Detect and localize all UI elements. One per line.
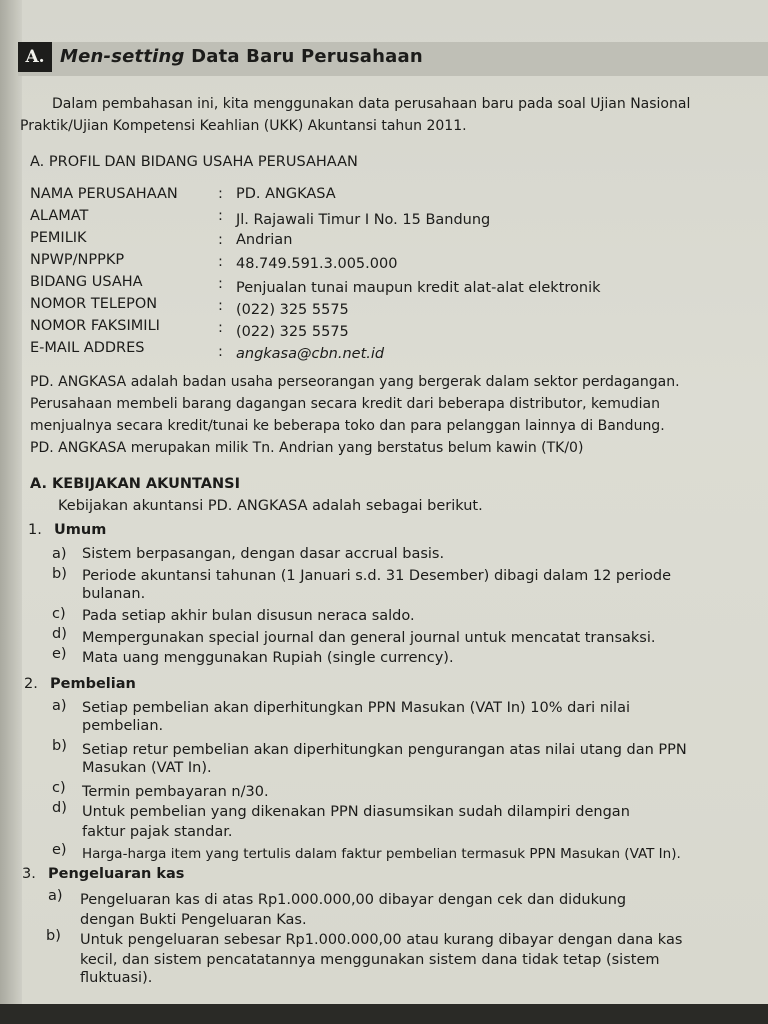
item-text-continued: faktur pajak standar. xyxy=(82,824,233,840)
profile-label: NPWP/NPPKP xyxy=(30,252,125,268)
item-letter: e) xyxy=(52,842,67,858)
item-letter: a) xyxy=(48,888,63,904)
item-text-continued: kecil, dan sistem pencatatannya menggunakan sistem dana tidak tetap (sistem xyxy=(80,952,660,968)
item-letter: d) xyxy=(52,800,67,816)
item-text-continued: dengan Bukti Pengeluaran Kas. xyxy=(80,912,307,928)
policy-intro: Kebijakan akuntansi PD. ANGKASA adalah sebagai berikut. xyxy=(58,498,483,514)
group-number: 3. xyxy=(22,866,36,882)
item-text: Mempergunakan special journal dan general journal untuk mencatat transaksi. xyxy=(82,630,656,646)
profile-value: (022) 325 5575 xyxy=(236,302,349,318)
policy-heading: A. KEBIJAKAN AKUNTANSI xyxy=(30,476,240,492)
item-letter: a) xyxy=(52,698,67,714)
group-title: Umum xyxy=(54,522,107,538)
item-text: Untuk pengeluaran sebesar Rp1.000.000,00 atau kurang dibayar dengan dana kas xyxy=(80,932,683,948)
item-letter: b) xyxy=(52,738,67,754)
item-text: Pengeluaran kas di atas Rp1.000.000,00 dibayar dengan cek dan didukung xyxy=(80,892,627,908)
item-letter: c) xyxy=(52,606,66,622)
profile-heading: A. PROFIL DAN BIDANG USAHA PERUSAHAAN xyxy=(30,154,358,170)
section-letter-badge: A. xyxy=(18,42,52,72)
page-spine-shadow xyxy=(0,0,22,1004)
profile-value: (022) 325 5575 xyxy=(236,324,349,340)
description-line-3: menjualnya secara kredit/tunai ke beberapa toko dan para pelanggan lainnya di Bandung. xyxy=(30,418,665,434)
background-shadow xyxy=(0,1004,768,1024)
profile-value: 48.749.591.3.005.000 xyxy=(236,256,398,272)
profile-label: NOMOR FAKSIMILI xyxy=(30,318,160,334)
profile-colon: : xyxy=(218,208,223,224)
profile-label: PEMILIK xyxy=(30,230,87,246)
section-title xyxy=(60,46,423,67)
group-number: 2. xyxy=(24,676,38,692)
intro-line-2: Praktik/Ujian Kompetensi Keahlian (UKK) Akuntansi tahun 2011. xyxy=(20,118,467,134)
item-text: Sistem berpasangan, dengan dasar accrual basis. xyxy=(82,546,445,562)
item-letter: b) xyxy=(52,566,67,582)
profile-colon: : xyxy=(218,320,223,336)
profile-value: Penjualan tunai maupun kredit alat-alat elektronik xyxy=(236,280,601,296)
profile-value: angkasa@cbn.net.id xyxy=(236,346,385,362)
item-text: Harga-harga item yang tertulis dalam faktur pembelian termasuk PPN Masukan (VAT In). xyxy=(82,846,681,862)
profile-label: ALAMAT xyxy=(30,208,89,224)
profile-colon: : xyxy=(218,344,223,360)
item-letter: d) xyxy=(52,626,67,642)
item-text: Periode akuntansi tahunan (1 Januari s.d. 31 Desember) dibagi dalam 12 periode xyxy=(82,568,672,584)
item-text-continued: pembelian. xyxy=(82,718,164,734)
item-text: Termin pembayaran n/30. xyxy=(82,784,269,800)
profile-colon: : xyxy=(218,232,223,248)
profile-colon: : xyxy=(218,254,223,270)
description-line-4: PD. ANGKASA merupakan milik Tn. Andrian yang berstatus belum kawin (TK/0) xyxy=(30,440,584,456)
group-number: 1. xyxy=(28,522,42,538)
item-letter: a) xyxy=(52,546,67,562)
description-line-1: PD. ANGKASA adalah badan usaha perseorangan yang bergerak dalam sektor perdagangan. xyxy=(30,374,680,390)
group-title: Pengeluaran kas xyxy=(48,866,185,882)
profile-value: Andrian xyxy=(236,232,293,248)
item-letter: e) xyxy=(52,646,67,662)
item-text: Setiap pembelian akan diperhitungkan PPN Masukan (VAT In) 10% dari nilai xyxy=(82,700,630,716)
section-title-rest: Data Baru Perusahaan xyxy=(184,46,423,67)
profile-colon: : xyxy=(218,298,223,314)
item-text-continued: bulanan. xyxy=(82,586,146,602)
intro-line-1: Dalam pembahasan ini, kita menggunakan data perusahaan baru pada soal Ujian Nasional xyxy=(52,96,691,112)
item-text: Setiap retur pembelian akan diperhitungkan pengurangan atas nilai utang dan PPN xyxy=(82,742,687,758)
profile-value: PD. ANGKASA xyxy=(236,186,336,202)
item-text-continued: Masukan (VAT In). xyxy=(82,760,212,776)
description-line-2: Perusahaan membeli barang dagangan secara kredit dari beberapa distributor, kemudian xyxy=(30,396,660,412)
item-text: Pada setiap akhir bulan disusun neraca saldo. xyxy=(82,608,415,624)
profile-label: NAMA PERUSAHAAN xyxy=(30,186,178,202)
item-letter: b) xyxy=(46,928,61,944)
profile-colon: : xyxy=(218,186,223,202)
item-letter: c) xyxy=(52,780,66,796)
group-title: Pembelian xyxy=(50,676,136,692)
item-text-continued: fluktuasi). xyxy=(80,970,153,986)
profile-value: Jl. Rajawali Timur I No. 15 Bandung xyxy=(236,212,491,228)
item-text: Mata uang menggunakan Rupiah (single currency). xyxy=(82,650,454,666)
profile-label: BIDANG USAHA xyxy=(30,274,143,290)
profile-colon: : xyxy=(218,276,223,292)
profile-label: NOMOR TELEPON xyxy=(30,296,158,312)
profile-label: E-MAIL ADDRES xyxy=(30,340,145,356)
section-title-italic: Men-setting xyxy=(60,46,185,67)
item-text: Untuk pembelian yang dikenakan PPN diasumsikan sudah dilampiri dengan xyxy=(82,804,630,820)
